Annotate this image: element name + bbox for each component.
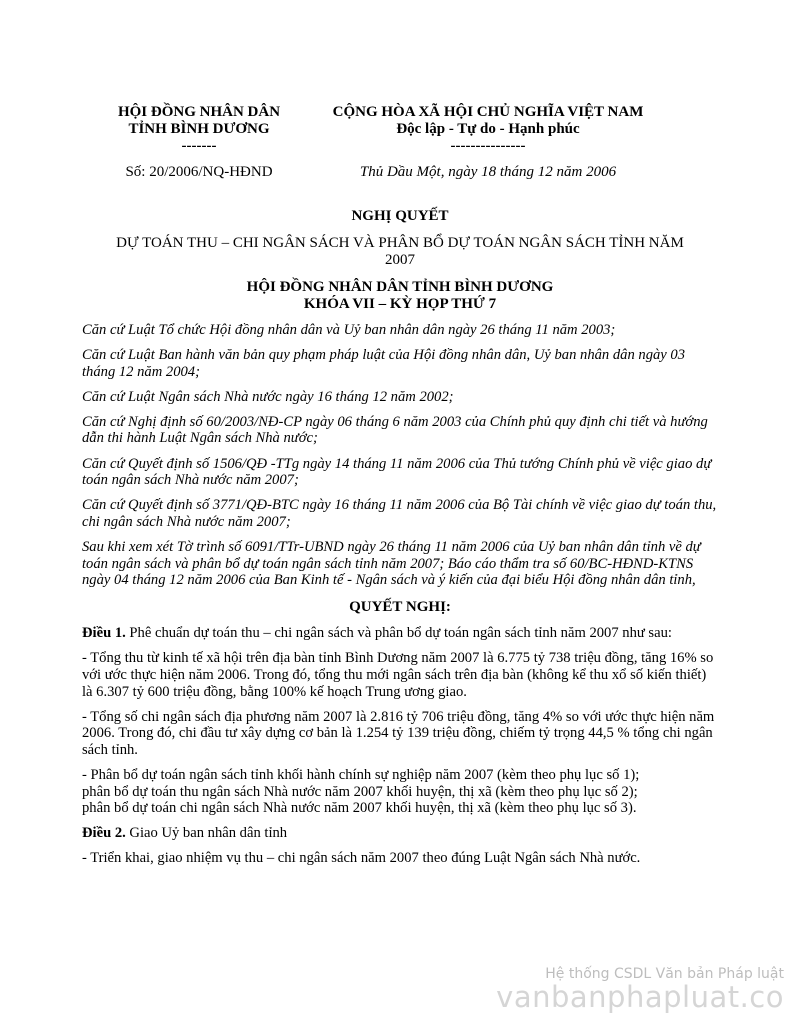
national-motto-block xyxy=(300,104,676,155)
issuer-divider: ------- xyxy=(181,138,217,154)
issuer-name: HỘI ĐỒNG NHÂN DÂN xyxy=(117,104,281,120)
allocation-line: phân bổ dự toán chi ngân sách Nhà nước năm 2007 khối huyện, thị xã (kèm theo phụ lục số 3). xyxy=(82,800,637,817)
country-name: CỘNG HÒA XÃ HỘI CHỦ NGHĨA VIỆT NAM xyxy=(332,104,644,120)
article-1 xyxy=(82,625,718,642)
preamble-item: Sau khi xem xét Tờ trình số 6091/TTr-UBND ngày 26 tháng 11 năm 2006 của Uỷ ban nhân dân tỉnh về dự toán ngân sách và phân bổ dự toán ngân sách tỉnh năm 2007; Báo cáo thẩm tra số 60/BC-HĐND-KTNS ngày 04 tháng 12 năm 2006 của Ban Kinh tế - Ngân sách và ý kiến của đại biểu Hội đồng nhân dân tỉnh, xyxy=(82,538,701,589)
preamble-item: Căn cứ Quyết định số 1506/QĐ -TTg ngày 14 tháng 11 năm 2006 của Thủ tướng Chính phủ về việc giao dự toán ngân sách Nhà nước năm 2007; xyxy=(82,455,712,489)
article-2-label: Điều 2. xyxy=(82,825,126,842)
issuer-block xyxy=(88,104,310,155)
preamble-item: Căn cứ Luật Tổ chức Hội đồng nhân dân và Uỷ ban nhân dân ngày 26 tháng 11 năm 2003; xyxy=(82,322,616,338)
document-subtitle xyxy=(80,235,720,269)
article-2-item: - Triển khai, giao nhiệm vụ thu – chi ngân sách năm 2007 theo đúng Luật Ngân sách Nhà nước. xyxy=(82,850,641,867)
document-number: Số: 20/2006/NQ-HĐND xyxy=(125,164,273,180)
article-2 xyxy=(82,825,718,842)
document-body xyxy=(82,322,718,875)
article-1-text: Phê chuẩn dự toán thu – chi ngân sách và phân bổ dự toán ngân sách tỉnh năm 2007 như sau: xyxy=(125,625,672,642)
article-2-text: Giao Uỷ ban nhân dân tỉnh xyxy=(125,825,288,842)
article-1-item: - Tổng số chi ngân sách địa phương năm 2007 là 2.816 tỷ 706 triệu đồng, tăng 4% so với ước thực hiện năm 2006. Trong đó, chi đầu tư xây dựng cơ bản là 1.254 tỷ 139 triệu đồng, chiếm tỷ trọng 44,5 % tổng chi ngân sách tỉnh. xyxy=(82,708,715,758)
watermark-site: vanbanphapluat.co xyxy=(496,980,784,1014)
allocation-line: - Phân bổ dự toán ngân sách tỉnh khối hành chính sự nghiệp năm 2007 (kèm theo phụ lục số 1); xyxy=(82,766,640,783)
decision-heading: QUYẾT NGHỊ: xyxy=(349,598,451,615)
preamble-item: Căn cứ Luật Ban hành văn bản quy phạm pháp luật của Hội đồng nhân dân, Uỷ ban nhân dân ngày 03 tháng 12 năm 2004; xyxy=(82,347,686,380)
article-1-item: - Tổng thu từ kinh tế xã hội trên địa bàn tỉnh Bình Dương năm 2007 là 6.775 tỷ 738 triệu đồng, tăng 16% so với ước thực hiện năm 2006. Trong đó, tổng thu mới ngân sách trên địa bàn (không kể thu xổ số kiến thiết) là 6.307 tỷ 600 triệu đồng, bằng 100% kế hoạch Trung ương giao. xyxy=(82,650,714,700)
preamble-item: Căn cứ Luật Ngân sách Nhà nước ngày 16 tháng 12 năm 2002; xyxy=(82,388,454,405)
article-1-label: Điều 1. xyxy=(82,625,126,642)
council-session: KHÓA VII – KỲ HỌP THỨ 7 xyxy=(303,296,497,312)
preamble-item: Căn cứ Quyết định số 3771/QĐ-BTC ngày 16 tháng 11 năm 2006 của Bộ Tài chính về việc giao dự toán thu, chi ngân sách Nhà nước năm 2007; xyxy=(82,497,717,530)
council-heading xyxy=(80,279,720,313)
council-name: HỘI ĐỒNG NHÂN DÂN TỈNH BÌNH DƯƠNG xyxy=(246,279,554,295)
watermark-caption: Hệ thống CSDL Văn bản Pháp luật xyxy=(545,966,784,982)
issuer-province: TỈNH BÌNH DƯƠNG xyxy=(128,121,270,137)
document-date: Thủ Dầu Một, ngày 18 tháng 12 năm 2006 xyxy=(359,164,617,180)
allocation-line: phân bổ dự toán thu ngân sách Nhà nước năm 2007 khối huyện, thị xã (kèm theo phụ lục số 2); xyxy=(82,783,638,800)
document-title: NGHỊ QUYẾT xyxy=(351,208,449,224)
article-1-allocation xyxy=(82,767,718,817)
motto: Độc lập - Tự do - Hạnh phúc xyxy=(396,121,580,137)
motto-divider: --------------- xyxy=(450,138,526,154)
preamble-item: Căn cứ Nghị định số 60/2003/NĐ-CP ngày 06 tháng 6 năm 2003 của Chính phủ quy định chi tiết và hướng dẫn thi hành Luật Ngân sách Nhà nước; xyxy=(82,413,708,447)
subtitle-line-1: DỰ TOÁN THU – CHI NGÂN SÁCH VÀ PHÂN BỔ DỰ TOÁN NGÂN SÁCH TỈNH NĂM xyxy=(116,235,684,251)
subtitle-line-2: 2007 xyxy=(385,252,415,268)
